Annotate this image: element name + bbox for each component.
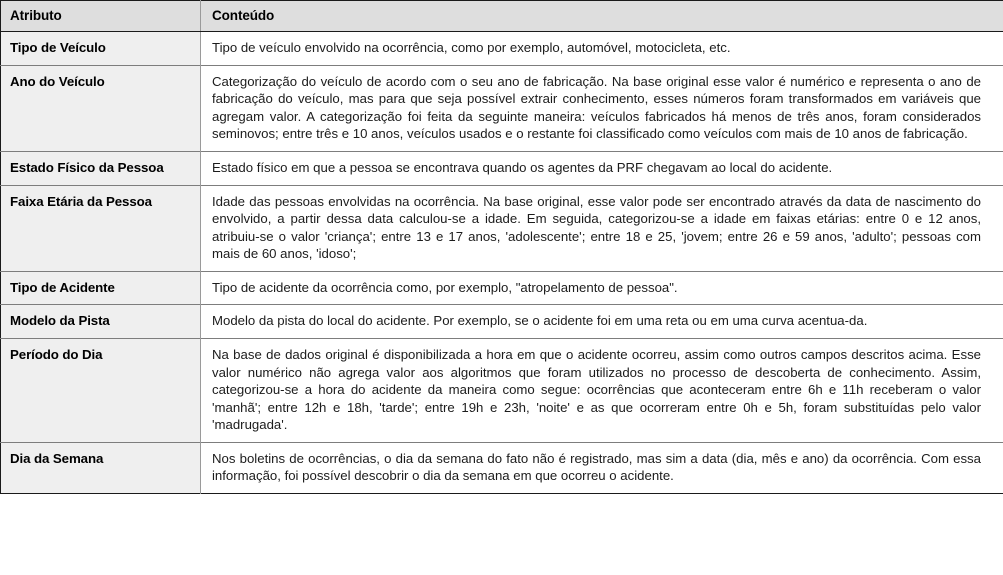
cell-attribute-name: Período do Dia — [1, 339, 201, 443]
cell-attribute-name: Faixa Etária da Pessoa — [1, 185, 201, 271]
cell-attribute-name: Estado Físico da Pessoa — [1, 151, 201, 185]
cell-attribute-description: Categorização do veículo de acordo com o seu ano de fabricação. Na base original esse valor é numérico e representa o ano de fabricação do veículo, mas para que seja possível extrair conhecimento, esses números foram transformados em variáveis que agregam valor. A categorização foi feita da seguinte maneira: veículos fabricados há menos de três anos, foram considerados seminovos; entre três e 10 anos, veículos usados e o restante foi classificado como veículos com mais de 10 anos de fabricação. — [201, 65, 1003, 151]
cell-attribute-description: Idade das pessoas envolvidas na ocorrência. Na base original, esse valor pode ser encontrado através da data de nascimento do envolvido, a partir dessa data calculou-se a idade. Em seguida, categorizou-se a idade em faixas etárias: entre 0 e 12 anos, atribuiu-se o valor 'criança'; entre 13 e 17 anos, 'adolescente'; entre 18 e 25, 'jovem; entre 26 e 59 anos, 'adulto'; pessoas com mais de 60 anos, 'idoso'; — [201, 185, 1003, 271]
cell-attribute-name: Dia da Semana — [1, 442, 201, 493]
table-row — [1, 32, 1003, 66]
table-row — [1, 339, 1003, 443]
cell-attribute-description: Tipo de acidente da ocorrência como, por exemplo, "atropelamento de pessoa". — [201, 271, 1003, 305]
table-row — [1, 185, 1003, 271]
table-header — [1, 1, 1003, 32]
cell-attribute-description: Tipo de veículo envolvido na ocorrência, como por exemplo, automóvel, motocicleta, etc. — [201, 32, 1003, 66]
table-row — [1, 305, 1003, 339]
table-row — [1, 271, 1003, 305]
cell-attribute-description: Na base de dados original é disponibilizada a hora em que o acidente ocorreu, assim como outros campos descritos acima. Esse valor numérico não agrega valor aos algoritmos que foram utilizados no processo de descoberta de conhecimento. Assim, categorizou-se a hora do acidente da maneira como segue: ocorrências que aconteceram entre 6h e 11h receberam o valor 'manhã'; entre 12h e 18h, 'tarde'; entre 19h e 23h, 'noite' e as que ocorreram entre 0h e 5h, foram substituídas pelo valor 'madrugada'. — [201, 339, 1003, 443]
cell-attribute-name: Tipo de Veículo — [1, 32, 201, 66]
table-body — [1, 32, 1003, 494]
cell-attribute-description: Estado físico em que a pessoa se encontrava quando os agentes da PRF chegavam ao local do acidente. — [201, 151, 1003, 185]
column-header-atributo: Atributo — [1, 1, 201, 32]
cell-attribute-name: Ano do Veículo — [1, 65, 201, 151]
table-row — [1, 151, 1003, 185]
cell-attribute-description: Nos boletins de ocorrências, o dia da semana do fato não é registrado, mas sim a data (dia, mês e ano) da ocorrência. Com essa informação, foi possível descobrir o dia da semana em que ocorreu o acidente. — [201, 442, 1003, 493]
cell-attribute-name: Modelo da Pista — [1, 305, 201, 339]
table-header-row — [1, 1, 1003, 32]
table-row — [1, 442, 1003, 493]
cell-attribute-name: Tipo de Acidente — [1, 271, 201, 305]
table-row — [1, 65, 1003, 151]
cell-attribute-description: Modelo da pista do local do acidente. Por exemplo, se o acidente foi em uma reta ou em uma curva acentua-da. — [201, 305, 1003, 339]
column-header-conteudo: Conteúdo — [201, 1, 1003, 32]
